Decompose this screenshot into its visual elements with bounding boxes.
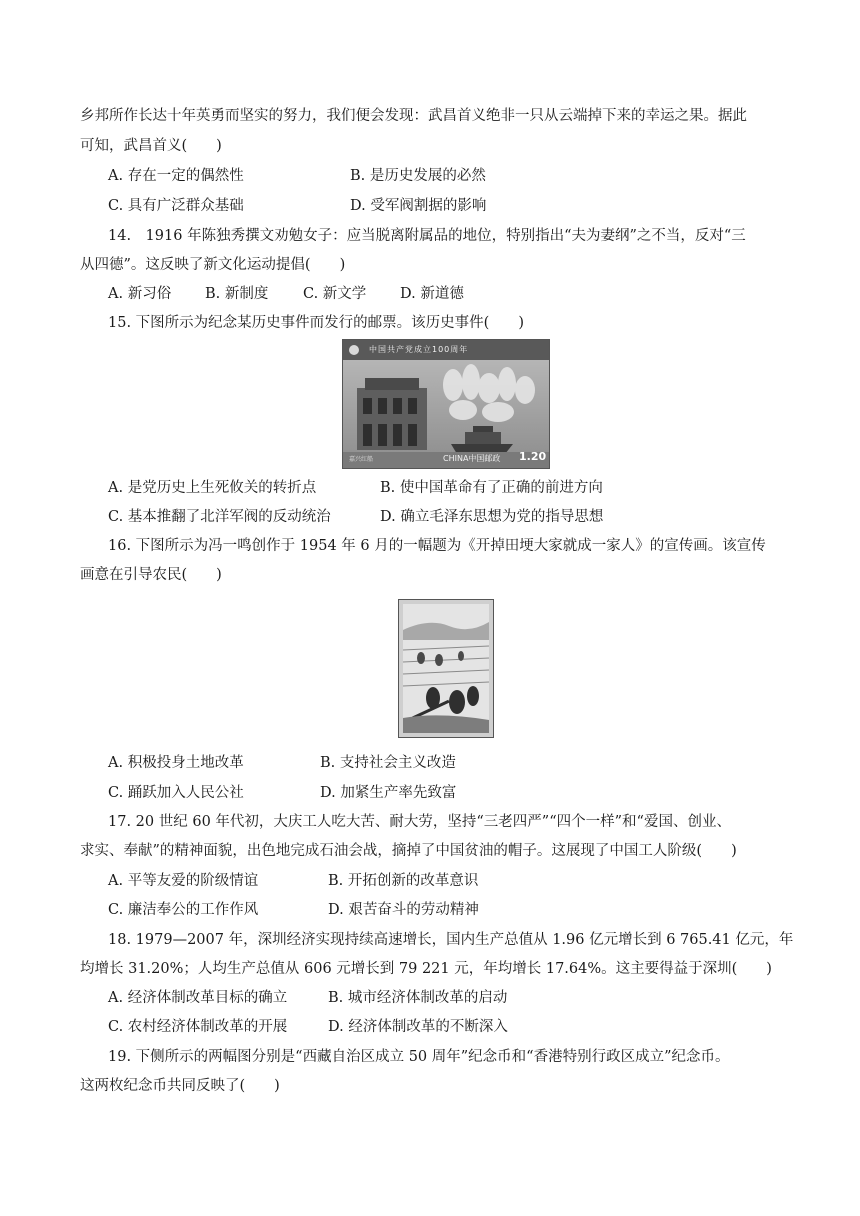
question-14-text-line-1: 14. 1916 年陈独秀撰文劝勉女子：应当脱离附属品的地位，特别指出“夫为妻纲”之不当，反对“三: [108, 228, 746, 244]
question-19-text-line-2: 这两枚纪念币共同反映了( ): [80, 1078, 280, 1094]
q17-option-b: B. 开拓创新的改革意识: [328, 873, 479, 889]
q13-option-d: D. 受军阀割据的影响: [350, 198, 487, 214]
question-13-text-line-1: 乡邦所作长达十年英勇而坚实的努力，我们便会发现：武昌首义绝非一只从云端掉下来的幸运之果。据此: [80, 108, 747, 124]
q14-option-c: C. 新文学: [303, 286, 367, 302]
question-17-text-line-2: 求实、奉献”的精神面貌，出色地完成石油会战，摘掉了中国贫油的帽子。这展现了中国工人阶级( ): [80, 843, 737, 859]
q16-option-b: B. 支持社会主义改造: [320, 755, 456, 771]
q15-option-b: B. 使中国革命有了正确的前进方向: [380, 480, 603, 496]
q13-option-b: B. 是历史发展的必然: [350, 168, 486, 184]
q15-option-d: D. 确立毛泽东思想为党的指导思想: [380, 509, 604, 525]
q16-option-d: D. 加紧生产率先致富: [320, 785, 457, 801]
q17-option-a: A. 平等友爱的阶级情谊: [108, 873, 259, 889]
q18-option-c: C. 农村经济体制改革的开展: [108, 1019, 288, 1035]
q18-option-d: D. 经济体制改革的不断深入: [328, 1019, 508, 1035]
q14-option-d: D. 新道德: [400, 286, 464, 302]
propaganda-poster-image: [398, 599, 494, 738]
q16-option-a: A. 积极投身土地改革: [108, 755, 244, 771]
q15-option-a: A. 是党历史上生死攸关的转折点: [108, 480, 317, 496]
q17-option-d: D. 艰苦奋斗的劳动精神: [328, 902, 479, 918]
stamp-caption-text: 嘉兴红船: [349, 456, 374, 463]
question-13-text-line-2: 可知，武昌首义( ): [80, 138, 222, 154]
stamp-illustration: [343, 340, 549, 468]
question-18-text-line-2: 均增长 31.20%；人均生产总值从 606 元增长到 79 221 元，年均增长 17.64%。这主要得益于深圳( ): [80, 961, 772, 977]
q14-option-a: A. 新习俗: [108, 286, 172, 302]
q14-option-b: B. 新制度: [205, 286, 269, 302]
question-16-text-line-2: 画意在引导农民( ): [80, 567, 222, 583]
stamp-image: [342, 339, 550, 469]
q18-option-a: A. 经济体制改革目标的确立: [108, 990, 288, 1006]
q18-option-b: B. 城市经济体制改革的启动: [328, 990, 508, 1006]
stamp-header-text: 中国共产党成立100周年: [369, 345, 469, 354]
q17-option-c: C. 廉洁奉公的工作作风: [108, 902, 259, 918]
q13-option-c: C. 具有广泛群众基础: [108, 198, 244, 214]
stamp-value-text: 1.20: [519, 450, 547, 463]
question-15-text: 15. 下图所示为纪念某历史事件而发行的邮票。该历史事件( ): [108, 315, 524, 331]
question-18-text-line-1: 18. 1979—2007 年，深圳经济实现持续高速增长，国内生产总值从 1.96 亿元增长到 6 765.41 亿元，年: [108, 932, 794, 948]
question-17-text-line-1: 17. 20 世纪 60 年代初，大庆工人吃大苦、耐大劳，坚持“三老四严”“四个一样”和“爱国、创业、: [108, 814, 731, 830]
q15-option-c: C. 基本推翻了北洋军阀的反动统治: [108, 509, 331, 525]
q16-option-c: C. 踊跃加入人民公社: [108, 785, 244, 801]
q13-option-a: A. 存在一定的偶然性: [108, 168, 244, 184]
question-14-text-line-2: 从四德”。这反映了新文化运动提倡( ): [80, 257, 346, 273]
poster-illustration: [399, 600, 493, 737]
question-19-text-line-1: 19. 下侧所示的两幅图分别是“西藏自治区成立 50 周年”纪念币和“香港特别行政区成立”纪念币。: [108, 1049, 730, 1065]
stamp-country-text: CHINA中国邮政: [443, 454, 501, 463]
question-16-text-line-1: 16. 下图所示为冯一鸣创作于 1954 年 6 月的一幅题为《开掉田埂大家就成一家人》的宣传画。该宣传: [108, 538, 766, 554]
